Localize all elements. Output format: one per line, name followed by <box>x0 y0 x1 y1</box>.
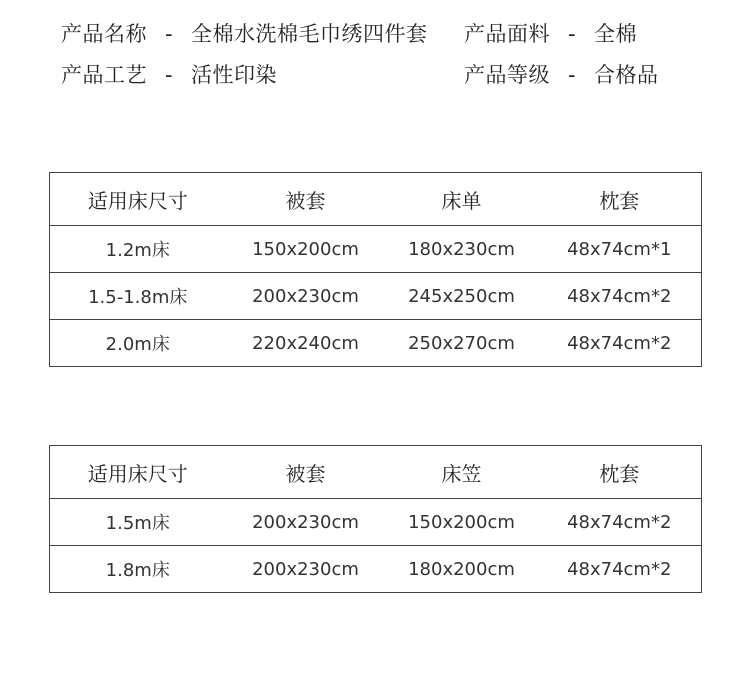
table-row <box>50 273 702 320</box>
header-cell: 枕套 <box>599 188 640 213</box>
table-cell: 250x270cm <box>386 320 538 367</box>
header-cell: 适用床尺寸 <box>87 461 188 486</box>
table-cell: 180x200cm <box>386 546 538 593</box>
header-cell: 床笠 <box>441 461 482 486</box>
table-header-row <box>50 173 702 226</box>
info-value: 全棉水洗棉毛巾绣四件套 <box>191 22 428 46</box>
table-cell: 2.0m床 <box>50 320 226 367</box>
table-cell: 200x230cm <box>226 273 386 320</box>
table-cell: 48x74cm*2 <box>538 273 702 320</box>
info-separator: - <box>164 63 174 87</box>
header-cell: 床单 <box>441 188 482 213</box>
header-cell: 被套 <box>285 188 326 213</box>
table-row <box>50 320 702 367</box>
info-product-fabric <box>464 20 637 48</box>
table-row <box>50 499 702 546</box>
header-cell: 枕套 <box>599 461 640 486</box>
table-header-row <box>50 446 702 499</box>
info-label: 产品名称 <box>61 22 147 46</box>
info-product-grade <box>464 61 659 89</box>
table-cell: 150x200cm <box>386 499 538 546</box>
table-row <box>50 226 702 273</box>
info-separator: - <box>164 22 174 46</box>
table-cell: 1.2m床 <box>50 226 226 273</box>
table-cell: 1.5m床 <box>50 499 226 546</box>
info-value: 合格品 <box>594 63 659 87</box>
table-cell: 200x230cm <box>226 546 386 593</box>
info-label: 产品工艺 <box>61 63 147 87</box>
table-cell: 150x200cm <box>226 226 386 273</box>
table-row <box>50 546 702 593</box>
size-table-flat-sheet <box>49 172 702 367</box>
info-product-craft <box>61 61 277 89</box>
info-separator: - <box>567 63 577 87</box>
table-cell: 48x74cm*1 <box>538 226 702 273</box>
info-product-name <box>61 20 428 48</box>
info-label: 产品面料 <box>464 22 550 46</box>
table-cell: 200x230cm <box>226 499 386 546</box>
header-cell: 适用床尺寸 <box>87 188 188 213</box>
size-table-fitted-sheet <box>49 445 702 593</box>
table-cell: 48x74cm*2 <box>538 546 702 593</box>
table-cell: 180x230cm <box>386 226 538 273</box>
info-separator: - <box>567 22 577 46</box>
table-cell: 245x250cm <box>386 273 538 320</box>
info-label: 产品等级 <box>464 63 550 87</box>
info-value: 活性印染 <box>191 63 277 87</box>
table-cell: 1.5-1.8m床 <box>50 273 226 320</box>
table-cell: 48x74cm*2 <box>538 320 702 367</box>
header-cell: 被套 <box>285 461 326 486</box>
table-cell: 48x74cm*2 <box>538 499 702 546</box>
table-cell: 220x240cm <box>226 320 386 367</box>
table-cell: 1.8m床 <box>50 546 226 593</box>
info-value: 全棉 <box>594 22 637 46</box>
